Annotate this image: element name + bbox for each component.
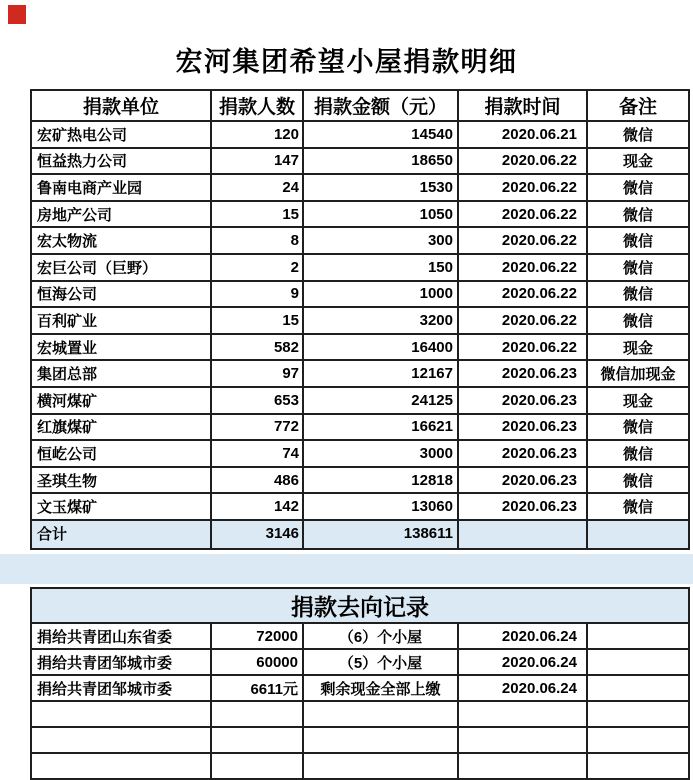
cell[interactable]: 鲁南电商产业园 [31, 174, 211, 201]
cell[interactable]: 300 [303, 227, 458, 254]
cell[interactable]: 恒屹公司 [31, 440, 211, 467]
cell[interactable]: 2020.06.23 [458, 360, 587, 387]
cell[interactable]: 6611元 [211, 675, 303, 701]
total-empty-date[interactable] [458, 520, 587, 549]
cell[interactable] [587, 649, 689, 675]
cell[interactable]: 12167 [303, 360, 458, 387]
cell[interactable]: 宏太物流 [31, 227, 211, 254]
cell[interactable]: 现金 [587, 148, 689, 175]
cell[interactable]: 百利矿业 [31, 307, 211, 334]
cell[interactable]: 24125 [303, 387, 458, 414]
cell[interactable] [303, 701, 458, 727]
cell[interactable]: 文玉煤矿 [31, 493, 211, 520]
total-people[interactable]: 3146 [211, 520, 303, 549]
cell[interactable]: 15 [211, 307, 303, 334]
table-row [31, 493, 689, 520]
section-title[interactable]: 捐款去向记录 [31, 588, 689, 623]
cell[interactable]: 486 [211, 467, 303, 494]
cell[interactable]: 微信 [587, 307, 689, 334]
cell[interactable]: 74 [211, 440, 303, 467]
section-header-row [31, 588, 689, 623]
cell[interactable]: 微信 [587, 201, 689, 228]
table-row [31, 623, 689, 649]
table-row [31, 414, 689, 441]
header-remark[interactable]: 备注 [587, 90, 689, 121]
total-amount[interactable]: 138611 [303, 520, 458, 549]
cell[interactable] [587, 727, 689, 753]
cell[interactable] [211, 753, 303, 779]
cell[interactable]: 2020.06.23 [458, 493, 587, 520]
table-row [31, 227, 689, 254]
header-count[interactable]: 捐款人数 [211, 90, 303, 121]
cell[interactable]: 集团总部 [31, 360, 211, 387]
cell[interactable]: 8 [211, 227, 303, 254]
cell[interactable] [458, 727, 587, 753]
cell[interactable]: 2020.06.23 [458, 387, 587, 414]
cell[interactable] [587, 701, 689, 727]
cell[interactable]: 1050 [303, 201, 458, 228]
cell[interactable]: 2020.06.22 [458, 307, 587, 334]
table-row [31, 254, 689, 281]
cell[interactable]: 宏巨公司（巨野） [31, 254, 211, 281]
cell[interactable]: 2020.06.22 [458, 281, 587, 308]
cell[interactable]: 16400 [303, 334, 458, 361]
cell[interactable]: 恒海公司 [31, 281, 211, 308]
table-row [31, 148, 689, 175]
cell[interactable]: 13060 [303, 493, 458, 520]
cell[interactable]: 2020.06.22 [458, 148, 587, 175]
header-unit[interactable]: 捐款单位 [31, 90, 211, 121]
table-row [31, 360, 689, 387]
cell[interactable]: 150 [303, 254, 458, 281]
cell[interactable]: 宏矿热电公司 [31, 121, 211, 148]
cell[interactable]: 微信 [587, 174, 689, 201]
cell[interactable]: 14540 [303, 121, 458, 148]
destination-table [30, 587, 690, 780]
cell[interactable]: 微信 [587, 227, 689, 254]
cell[interactable]: 2020.06.24 [458, 649, 587, 675]
cell[interactable]: 2020.06.22 [458, 254, 587, 281]
cell[interactable]: 2020.06.22 [458, 201, 587, 228]
cell[interactable]: 3000 [303, 440, 458, 467]
cell[interactable]: 18650 [303, 148, 458, 175]
cell[interactable] [31, 727, 211, 753]
cell[interactable]: 1000 [303, 281, 458, 308]
cell[interactable]: 微信 [587, 414, 689, 441]
red-marker [8, 5, 26, 24]
cell[interactable]: 现金 [587, 334, 689, 361]
cell[interactable]: 2020.06.23 [458, 414, 587, 441]
cell[interactable]: 2020.06.22 [458, 174, 587, 201]
table-row [31, 281, 689, 308]
cell[interactable] [303, 753, 458, 779]
cell[interactable]: 24 [211, 174, 303, 201]
cell[interactable]: （5）个小屋 [303, 649, 458, 675]
cell[interactable]: 2 [211, 254, 303, 281]
cell[interactable]: 微信 [587, 121, 689, 148]
cell[interactable]: 微信加现金 [587, 360, 689, 387]
total-label[interactable]: 合计 [31, 520, 211, 549]
cell[interactable]: 60000 [211, 649, 303, 675]
table-row [31, 387, 689, 414]
cell[interactable]: 653 [211, 387, 303, 414]
donation-table-header-row [31, 90, 689, 121]
cell[interactable] [587, 753, 689, 779]
table-row [31, 334, 689, 361]
cell[interactable] [458, 701, 587, 727]
cell[interactable]: 捐给共青团邹城市委 [31, 649, 211, 675]
cell[interactable] [587, 675, 689, 701]
cell[interactable]: 剩余现金全部上缴 [303, 675, 458, 701]
cell[interactable]: 15 [211, 201, 303, 228]
total-empty-remark[interactable] [587, 520, 689, 549]
cell[interactable]: 120 [211, 121, 303, 148]
cell[interactable]: 房地产公司 [31, 201, 211, 228]
highlight-band [0, 554, 693, 584]
cell[interactable]: 2020.06.24 [458, 675, 587, 701]
cell[interactable]: 微信 [587, 493, 689, 520]
cell[interactable]: 2020.06.22 [458, 334, 587, 361]
cell[interactable]: 772 [211, 414, 303, 441]
cell[interactable]: 1530 [303, 174, 458, 201]
cell[interactable]: 582 [211, 334, 303, 361]
table-row [31, 701, 689, 727]
cell[interactable]: 捐给共青团邹城市委 [31, 675, 211, 701]
cell[interactable] [458, 753, 587, 779]
cell[interactable]: 16621 [303, 414, 458, 441]
table-row [31, 201, 689, 228]
cell[interactable]: 2020.06.21 [458, 121, 587, 148]
cell[interactable] [211, 727, 303, 753]
cell[interactable]: 微信 [587, 254, 689, 281]
cell[interactable]: 9 [211, 281, 303, 308]
table-row [31, 753, 689, 779]
cell[interactable] [303, 727, 458, 753]
cell[interactable]: 横河煤矿 [31, 387, 211, 414]
page-title: 宏河集团希望小屋捐款明细 [175, 47, 518, 77]
cell[interactable]: 97 [211, 360, 303, 387]
cell[interactable]: 147 [211, 148, 303, 175]
cell[interactable]: 恒益热力公司 [31, 148, 211, 175]
cell[interactable]: 2020.06.24 [458, 623, 587, 649]
header-amount[interactable]: 捐款金额（元） [303, 90, 458, 121]
cell[interactable]: 捐给共青团山东省委 [31, 623, 211, 649]
cell[interactable] [31, 753, 211, 779]
table-row [31, 307, 689, 334]
cell[interactable]: 2020.06.23 [458, 467, 587, 494]
cell[interactable] [587, 623, 689, 649]
cell[interactable]: 72000 [211, 623, 303, 649]
table-row [31, 121, 689, 148]
cell[interactable] [31, 701, 211, 727]
table-row [31, 440, 689, 467]
cell[interactable] [211, 701, 303, 727]
table-row [31, 675, 689, 701]
cell[interactable]: 圣琪生物 [31, 467, 211, 494]
total-row [31, 520, 689, 549]
table-row [31, 467, 689, 494]
cell[interactable]: 2020.06.22 [458, 227, 587, 254]
table-row [31, 649, 689, 675]
donation-table [30, 89, 690, 550]
cell[interactable]: 现金 [587, 387, 689, 414]
cell[interactable]: 宏城置业 [31, 334, 211, 361]
cell[interactable]: 微信 [587, 467, 689, 494]
cell[interactable]: 2020.06.23 [458, 440, 587, 467]
cell[interactable]: 红旗煤矿 [31, 414, 211, 441]
cell[interactable]: （6）个小屋 [303, 623, 458, 649]
cell[interactable]: 12818 [303, 467, 458, 494]
header-date[interactable]: 捐款时间 [458, 90, 587, 121]
table-row [31, 174, 689, 201]
cell[interactable]: 3200 [303, 307, 458, 334]
cell[interactable]: 微信 [587, 440, 689, 467]
table-row [31, 727, 689, 753]
cell[interactable]: 142 [211, 493, 303, 520]
cell[interactable]: 微信 [587, 281, 689, 308]
